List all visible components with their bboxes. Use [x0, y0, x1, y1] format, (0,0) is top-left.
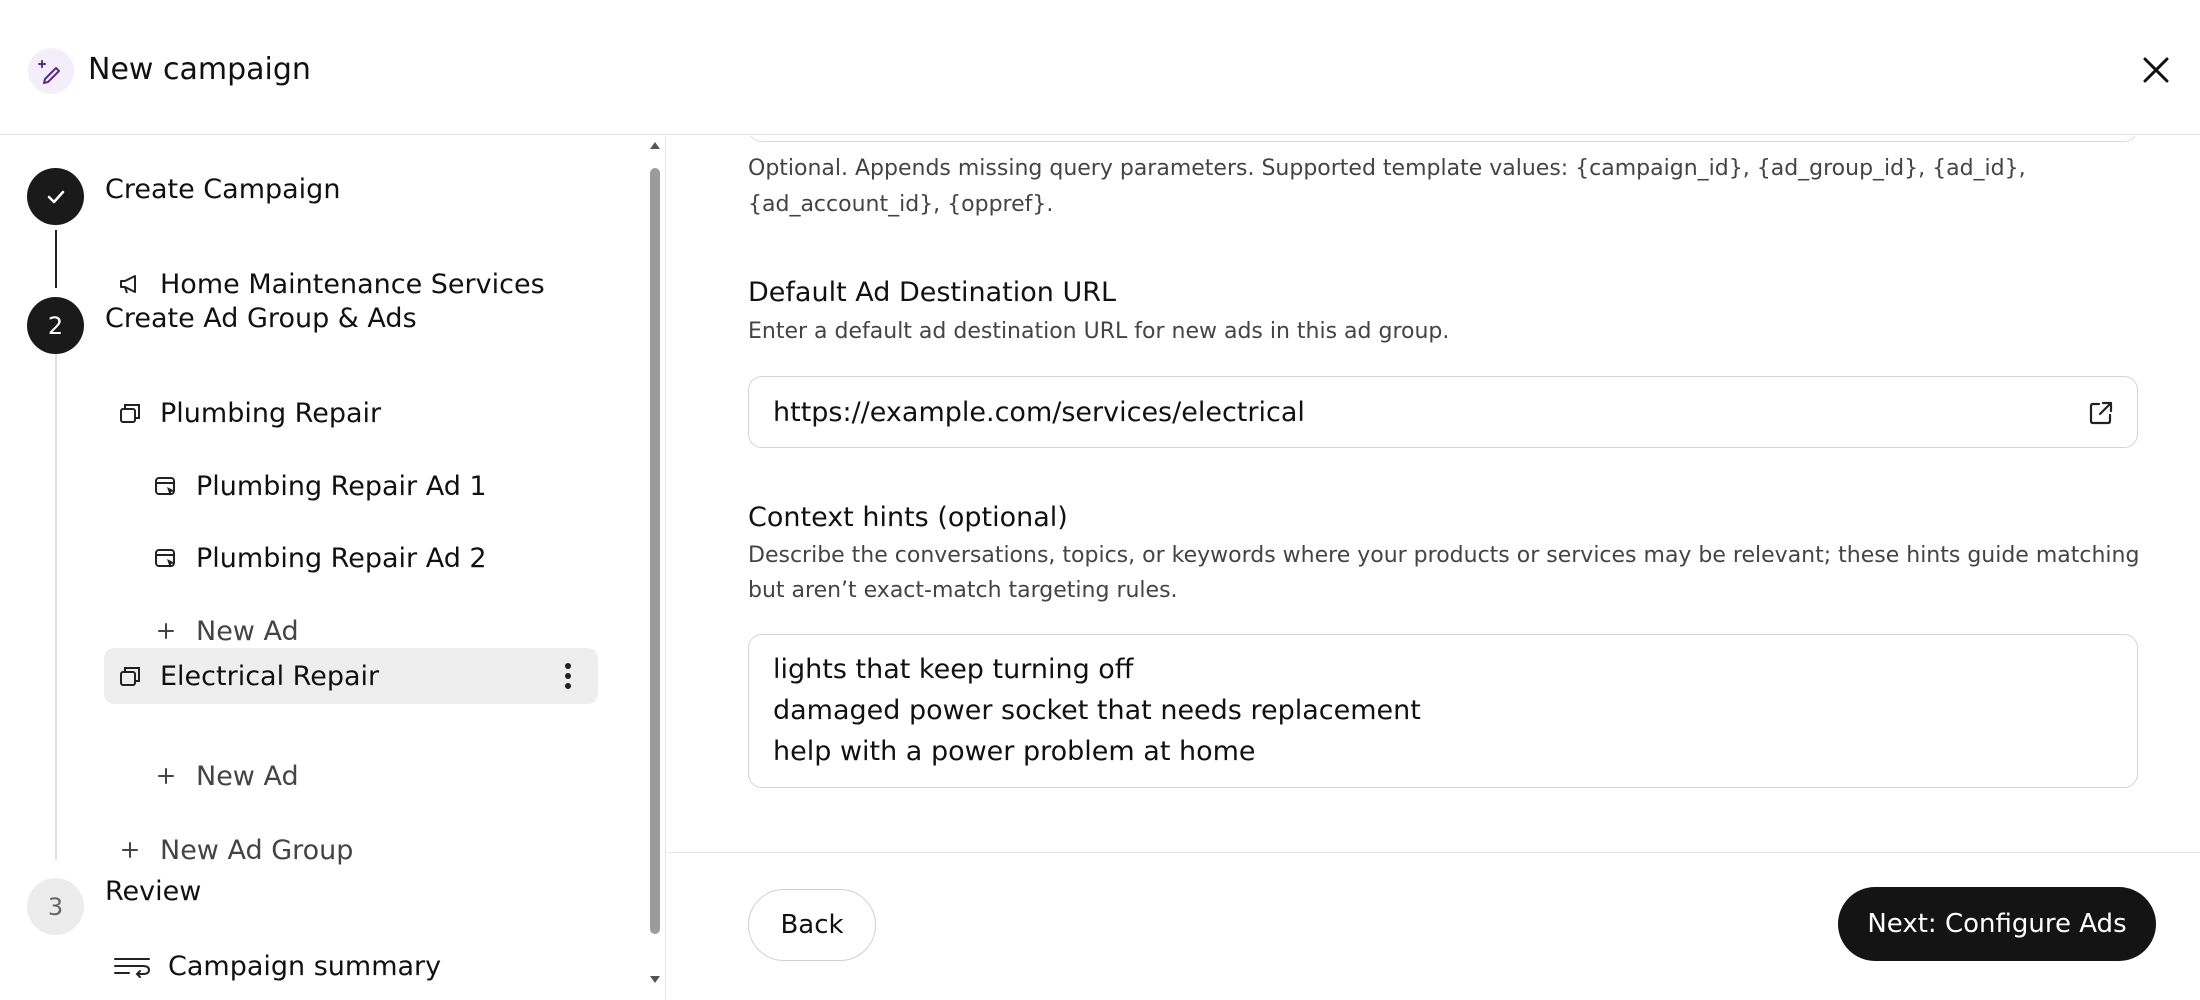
new-ad-label: New Ad — [196, 760, 299, 792]
summary-icon — [112, 952, 152, 980]
more-options-icon[interactable] — [550, 656, 586, 696]
sidebar-item-ad[interactable] — [152, 458, 487, 514]
context-hints-description: Describe the conversations, topics, or keywords where your products or services may be relevant; these hints guide matching — [748, 543, 2140, 568]
context-hint-line: help with a power problem at home — [773, 736, 1256, 767]
external-link-icon[interactable] — [2085, 397, 2117, 429]
destination-url-input[interactable] — [748, 376, 2138, 448]
step-2-number: 2 — [27, 297, 84, 354]
scrollbar-thumb[interactable] — [650, 168, 660, 934]
sidebar-scrollbar[interactable] — [646, 136, 662, 1000]
step-1-label[interactable]: Create Campaign — [105, 174, 341, 205]
new-ad-label: New Ad — [196, 615, 299, 647]
ad-group-icon — [116, 399, 144, 427]
tracking-help-text: {ad_account_id}, {oppref}. — [748, 192, 1054, 217]
close-icon[interactable] — [2136, 50, 2176, 90]
tracking-help-text: Optional. Appends missing query parameters. Supported template values: {campaign_id}, {ad_group_id}, {ad_id}, — [748, 156, 2026, 181]
magic-pen-icon — [28, 48, 74, 94]
step-connector — [55, 230, 57, 288]
ad-icon — [152, 544, 180, 572]
new-ad-button[interactable] — [152, 748, 299, 804]
step-1-check-icon — [27, 168, 84, 225]
sidebar-item-label: Plumbing Repair Ad 1 — [196, 470, 487, 502]
dialog-title: New campaign — [88, 52, 311, 87]
scroll-up-arrow-icon[interactable] — [650, 142, 660, 149]
destination-url-value: https://example.com/services/electrical — [773, 396, 1305, 428]
scroll-down-arrow-icon[interactable] — [650, 976, 660, 983]
form-content — [668, 136, 2200, 852]
steps-sidebar — [0, 136, 666, 1000]
step-connector — [55, 350, 57, 860]
sidebar-item-campaign-summary[interactable] — [112, 938, 441, 994]
dialog-footer — [668, 852, 2200, 1000]
destination-url-description: Enter a default ad destination URL for new ads in this ad group. — [748, 319, 1450, 344]
ad-icon — [152, 472, 180, 500]
megaphone-icon — [116, 270, 144, 298]
sidebar-item-ad-group-electrical[interactable] — [104, 648, 598, 704]
ad-group-icon — [116, 662, 144, 690]
context-hints-description: but aren’t exact-match targeting rules. — [748, 578, 1178, 603]
step-2-label[interactable]: Create Ad Group & Ads — [105, 303, 417, 334]
plus-icon — [152, 762, 180, 790]
sidebar-item-label: Home Maintenance Services — [160, 268, 545, 300]
plus-icon — [152, 617, 180, 645]
dialog-header — [0, 0, 2200, 135]
sidebar-item-label: Campaign summary — [168, 950, 442, 982]
plus-icon — [116, 836, 144, 864]
next-configure-ads-button[interactable]: Next: Configure Ads — [1838, 887, 2156, 961]
sidebar-item-ad[interactable] — [152, 530, 487, 586]
sidebar-item-label: Plumbing Repair Ad 2 — [196, 542, 487, 574]
destination-url-title: Default Ad Destination URL — [748, 277, 1117, 308]
context-hint-line: damaged power socket that needs replacement — [773, 695, 1421, 726]
step-3-number: 3 — [27, 878, 84, 935]
back-button[interactable]: Back — [748, 889, 876, 961]
new-ad-group-button[interactable] — [116, 822, 353, 878]
new-ad-group-label: New Ad Group — [160, 834, 354, 866]
context-hint-line: lights that keep turning off — [773, 654, 1134, 685]
sidebar-item-ad-group-plumbing[interactable] — [116, 385, 381, 441]
context-hints-textarea[interactable] — [748, 634, 2138, 788]
context-hints-title: Context hints (optional) — [748, 502, 1068, 533]
sidebar-item-label: Electrical Repair — [160, 660, 380, 692]
step-3-label[interactable]: Review — [105, 876, 202, 907]
tracking-params-input[interactable] — [748, 136, 2138, 142]
sidebar-item-label: Plumbing Repair — [160, 397, 382, 429]
